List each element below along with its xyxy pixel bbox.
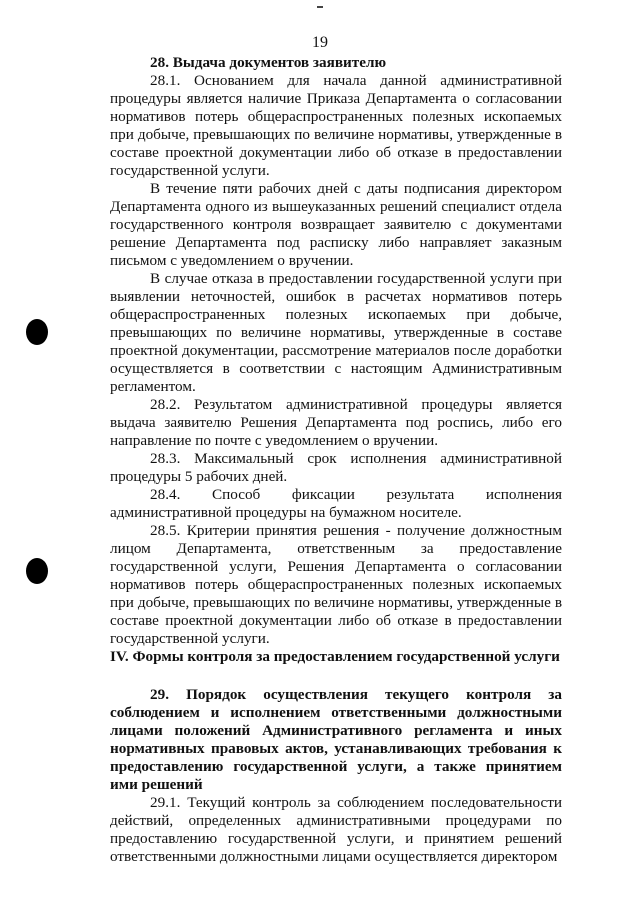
paragraph: 28.3. Максимальный срок исполнения административной процедуры 5 рабочих дней. [110, 450, 562, 485]
page-number: 19 [312, 34, 328, 51]
paragraph: В случае отказа в предоставлении государственной услуги при выявлении неточностей, ошибок в расчетах нормативов потерь общераспространенных полезных ископаемых при добыче, превышающих по величине нормативы, утвержденные в составе проектной документации, рассмотрение материалов после доработки осуществляется в соответствии с настоящим Административным регламентом. [110, 270, 562, 395]
paragraph: 28.5. Критерии принятия решения - получение должностным лицом Департамента, ответственным за предоставление государственной услуги, Решения Департамента о согласовании нормативов потерь общераспространенных полезных ископаемых при добыче, превышающих по величине нормативы, утвержденные в составе проектной документации либо об отказе в предоставлении государственной услуги. [110, 522, 562, 647]
chapter-title: IV. Формы контроля за предоставлением государственной услуги [110, 648, 560, 665]
hole-punch-mark [26, 319, 48, 345]
scan-mark [317, 6, 323, 8]
section-heading: 29. Порядок осуществления текущего контроля за соблюдением и исполнением ответственными должностными лицами положений Административного регламента и иных нормативных правовых актов, устанавливающих требования к предоставлению государственной услуги, а также принятием ими решений [110, 686, 562, 793]
section-29 [110, 686, 562, 866]
paragraph: 28.2. Результатом административной процедуры является выдача заявителю Решения Департамента под роспись, либо его направление по почте с уведомлением о вручении. [110, 396, 562, 449]
paragraph: 29.1. Текущий контроль за соблюдением последовательности действий, определенных административными процедурами по предоставлению государственной услуги, и принятием решений ответственными должностными лицами осуществляется директором [110, 794, 562, 865]
section-heading: 28. Выдача документов заявителю [150, 54, 387, 71]
hole-punch-mark [26, 558, 48, 584]
paragraph: 28.1. Основанием для начала данной административной процедуры является наличие Приказа Департамента о согласовании нормативов потерь общераспространенных полезных ископаемых при добыче, превышающих по величине нормативы, утвержденные в составе проектной документации либо об отказе в предоставлении государственной услуги. [110, 72, 562, 179]
section-28 [110, 54, 562, 648]
paragraph: 28.4. Способ фиксации результата исполнения административной процедуры на бумажном носителе. [110, 486, 562, 521]
paragraph: В течение пяти рабочих дней с даты подписания директором Департамента одного из вышеуказанных решений специалист отдела государственного контроля возвращает заявителю с документами решение Департамента под расписку либо направляет заказным письмом с уведомлением о вручении. [110, 180, 562, 269]
